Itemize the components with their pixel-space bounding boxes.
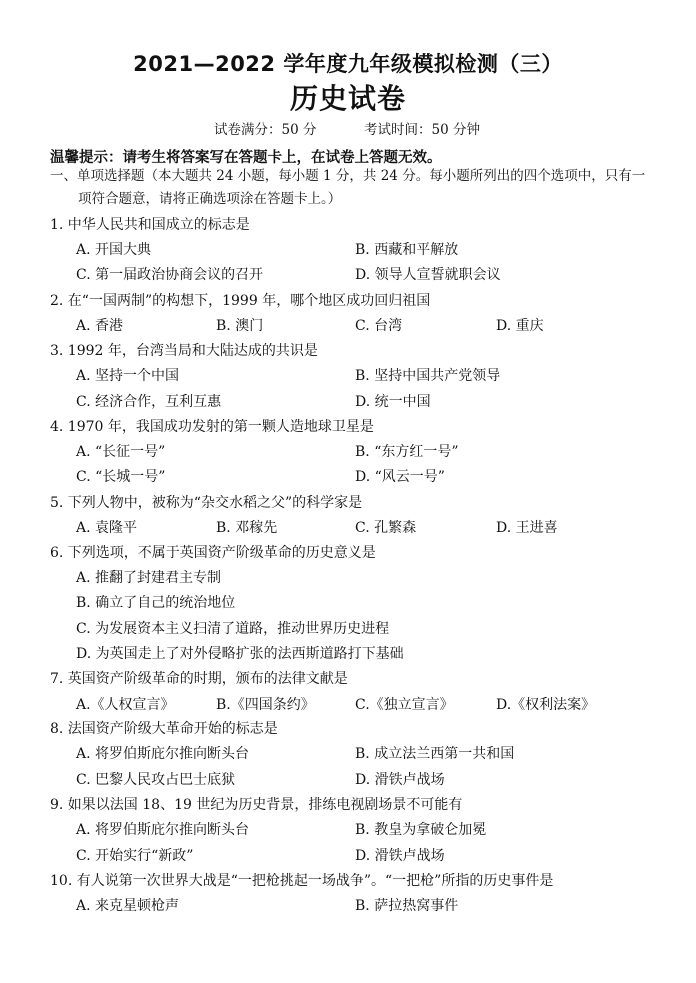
- option-d: D. 统一中国: [355, 394, 431, 410]
- question-stem: 7. 英国资产阶级革命的时期，颁布的法律文献是: [50, 671, 348, 687]
- option-b: B. 萨拉热窝事件: [355, 898, 459, 914]
- option-d: D. 滑铁卢战场: [355, 772, 445, 788]
- option-c: C.《独立宣言》: [355, 697, 454, 713]
- question-stem: 4. 1970 年，我国成功发射的第一颗人造地球卫星是: [50, 419, 374, 435]
- option-a: A. 香港: [76, 318, 124, 334]
- option-c: C. 孔繁森: [355, 520, 417, 536]
- option-c: C. 开始实行“新政”: [76, 848, 194, 864]
- section-instructions: [50, 165, 660, 211]
- option-d: D. 领导人宣誓就职会议: [355, 267, 501, 283]
- option-a: A. “长征一号”: [76, 444, 166, 460]
- option-d: D.《权利法案》: [496, 697, 596, 713]
- subject-title: 历史试卷: [289, 82, 406, 115]
- option-b: B. 西藏和平解放: [355, 242, 459, 258]
- option-b: B. 教皇为拿破仑加冕: [355, 822, 487, 838]
- question-stem: 9. 如果以法国 18、19 世纪为历史背景，排练电视剧场景不可能有: [50, 797, 463, 813]
- option-c: C. 台湾: [355, 318, 403, 334]
- warm-tip: 温馨提示：请考生将答案写在答题卡上，在试卷上答题无效。: [50, 150, 442, 166]
- question-stem: 10. 有人说第一次世界大战是“一把枪挑起一场战争”。“一把枪”所指的历史事件是: [50, 873, 554, 889]
- option-d: D. 为英国走上了对外侵略扩张的法西斯道路打下基础: [76, 646, 404, 662]
- option-b: B. 确立了自己的统治地位: [76, 595, 236, 611]
- option-d: D. 重庆: [496, 318, 544, 334]
- option-a: A. 开国大典: [76, 242, 152, 258]
- option-b: B. 邓稼先: [216, 520, 278, 536]
- question-stem: 5. 下列人物中，被称为“杂交水稻之父”的科学家是: [50, 495, 363, 511]
- question-stem: 1. 中华人民共和国成立的标志是: [50, 217, 250, 233]
- option-b: B. 成立法兰西第一共和国: [355, 746, 515, 762]
- option-b: B.《四国条约》: [216, 697, 315, 713]
- question-stem: 3. 1992 年，台湾当局和大陆达成的共识是: [50, 343, 318, 359]
- exam-title: 2021—2022 学年度九年级模拟检测（三）: [133, 52, 563, 76]
- question-stem: 2. 在“一国两制”的构想下，1999 年，哪个地区成功回归祖国: [50, 293, 431, 309]
- option-a: A. 将罗伯斯庇尔推向断头台: [76, 822, 250, 838]
- option-d: D. “风云一号”: [355, 469, 445, 485]
- option-b: B. 澳门: [216, 318, 264, 334]
- section-line-2: 项符合题意，请将正确选项涂在答题卡上。）: [78, 191, 342, 207]
- option-a: A. 来克星顿枪声: [76, 898, 180, 914]
- section-line-1: 一、单项选择题（本大题共 24 小题，每小题 1 分，共 24 分。每小题所列出的四个选项中，只有一: [50, 168, 646, 184]
- option-c: C. 为发展资本主义扫清了道路，推动世界历史进程: [76, 621, 390, 637]
- option-a: A. 将罗伯斯庇尔推向断头台: [76, 746, 250, 762]
- option-b: B. 坚持中国共产党领导: [355, 368, 501, 384]
- full-score: 试卷满分：50 分: [214, 122, 317, 138]
- option-a: A.《人权宣言》: [76, 697, 175, 713]
- option-c: C. 经济合作，互利互惠: [76, 394, 222, 410]
- option-c: C. 第一届政治协商会议的召开: [76, 267, 264, 283]
- option-a: A. 坚持一个中国: [76, 368, 180, 384]
- option-a: A. 袁隆平: [76, 520, 138, 536]
- question-stem: 6. 下列选项，不属于英国资产阶级革命的历史意义是: [50, 545, 376, 561]
- option-b: B. “东方红一号”: [355, 444, 459, 460]
- exam-time: 考试时间：50 分钟: [364, 122, 480, 138]
- option-a: A. 推翻了封建君主专制: [76, 570, 222, 586]
- option-d: D. 滑铁卢战场: [355, 848, 445, 864]
- option-d: D. 王进喜: [496, 520, 558, 536]
- option-c: C. “长城一号”: [76, 469, 166, 485]
- question-stem: 8. 法国资产阶级大革命开始的标志是: [50, 721, 278, 737]
- option-c: C. 巴黎人民攻占巴士底狱: [76, 772, 236, 788]
